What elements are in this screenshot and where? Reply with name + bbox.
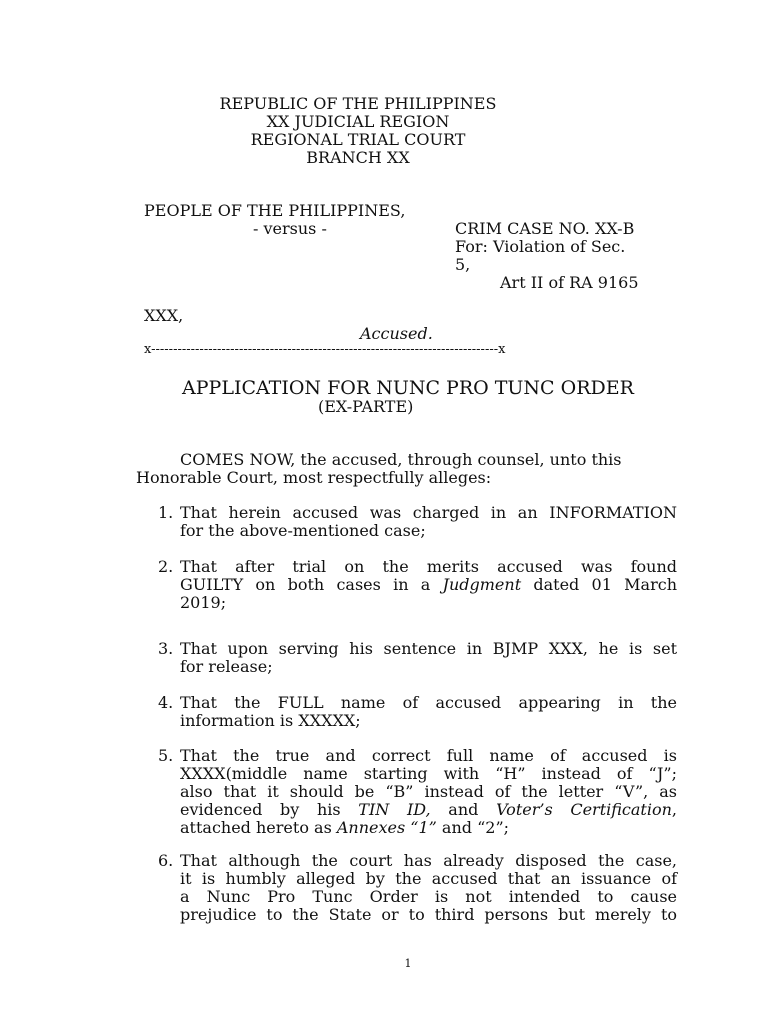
item-line: That herein accused was charged in an INFORMATION (180, 503, 677, 522)
item-text-italic: Judgment (442, 575, 522, 594)
item-line: 2019; (180, 593, 227, 612)
case-violation-line1: For: Violation of Sec. (455, 237, 626, 256)
item-number: 5. (158, 746, 174, 765)
list-item (180, 747, 677, 837)
list-item (180, 504, 677, 540)
intro-line1: COMES NOW, the accused, through counsel, unto this (180, 450, 622, 469)
case-number: CRIM CASE NO. XX-B (455, 219, 635, 238)
item-line: That after trial on the merits accused was found (180, 557, 677, 576)
document-title: APPLICATION FOR NUNC PRO TUNC ORDER (182, 377, 634, 399)
accused-name: XXX, (144, 306, 184, 325)
item-line (180, 576, 677, 594)
item-line: That the FULL name of accused appearing in the (180, 693, 677, 712)
header-republic: REPUBLIC OF THE PHILIPPINES (219, 94, 497, 113)
header-branch: BRANCH XX (306, 148, 410, 167)
versus-label: - versus - (253, 219, 327, 238)
item-text-italic: TIN ID, (358, 800, 431, 819)
plaintiff-name: PEOPLE OF THE PHILIPPINES, (144, 201, 406, 220)
item-line: That although the court has already disposed the case, (180, 851, 677, 870)
list-item (180, 558, 677, 612)
header-region: XX JUDICIAL REGION (266, 112, 450, 131)
item-line: information is XXXXX; (180, 711, 361, 730)
item-line: XXXX(middle name starting with “H” instead of “J”; (180, 764, 677, 783)
intro-line2: Honorable Court, most respectfully alleges: (136, 468, 492, 487)
caption-separator: x-------------------------------------------------------------------------------x (144, 342, 506, 357)
case-violation-line3: Art II of RA 9165 (500, 273, 639, 292)
list-item (180, 852, 677, 924)
item-text: GUILTY on both cases in a (180, 575, 443, 594)
item-number: 6. (158, 851, 174, 870)
item-number: 3. (158, 639, 174, 658)
case-violation-line2: 5, (455, 255, 471, 274)
item-line (180, 801, 677, 819)
list-item (180, 694, 677, 730)
item-text: and (430, 800, 497, 819)
item-line (180, 819, 677, 837)
item-number: 2. (158, 557, 174, 576)
document-subtitle: (EX-PARTE) (318, 397, 414, 416)
item-text: , (671, 800, 677, 819)
item-line: for release; (180, 657, 273, 676)
item-text: attached hereto as (180, 818, 337, 837)
accused-label: Accused. (360, 324, 433, 343)
header-court: REGIONAL TRIAL COURT (250, 130, 466, 149)
item-text: evidenced by his (180, 800, 359, 819)
item-text-italic: Voter’s Certification (496, 800, 672, 819)
item-line: prejudice to the State or to third persons but merely to (180, 905, 677, 924)
item-line: That the true and correct full name of accused is (180, 746, 677, 765)
item-text: dated 01 March (521, 575, 677, 594)
item-line: a Nunc Pro Tunc Order is not intended to cause (180, 887, 677, 906)
list-item (180, 640, 677, 676)
item-line: also that it should be “B” instead of the letter “V”, as (180, 782, 677, 801)
item-line: it is humbly alleged by the accused that an issuance of (180, 869, 677, 888)
item-text-italic: Annexes “1” (336, 818, 437, 837)
page-number: 1 (404, 957, 412, 970)
item-text: and “2”; (436, 818, 510, 837)
item-number: 4. (158, 693, 174, 712)
item-line: for the above-mentioned case; (180, 521, 426, 540)
item-line: That upon serving his sentence in BJMP XXX, he is set (180, 639, 677, 658)
item-number: 1. (158, 503, 174, 522)
